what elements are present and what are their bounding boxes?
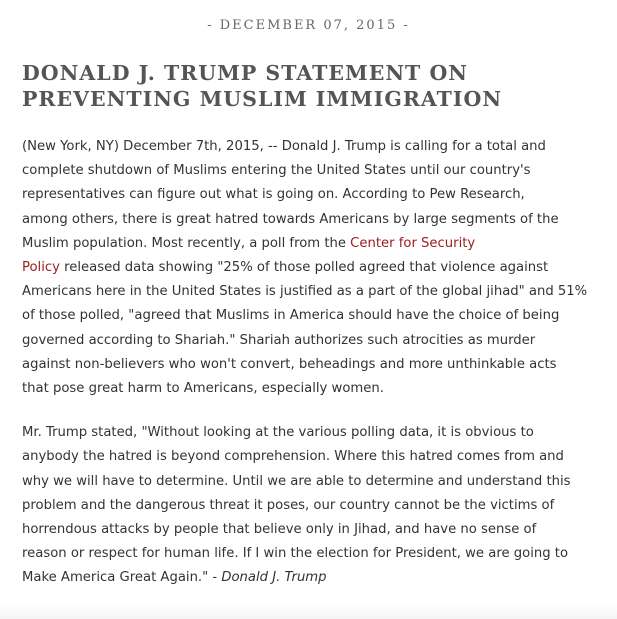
text-line: among others, there is great hatred towards Americans by large segments of the xyxy=(22,211,559,227)
bottom-fade xyxy=(0,605,617,619)
text-line: horrendous attacks by people that believe only in Jihad, and have no sense of xyxy=(22,522,537,538)
text-line: Mr. Trump stated, "Without looking at the various polling data, it is obvious to xyxy=(22,425,534,441)
title-line: DONALD J. TRUMP STATEMENT ON xyxy=(22,61,469,85)
text-line: Americans here in the United States is justified as a part of the global jihad" and 51% xyxy=(22,284,588,300)
text-line: anybody the hatred is beyond comprehension. Where this hatred comes from and xyxy=(22,449,564,465)
text-line: that pose great harm to Americans, especially women. xyxy=(22,381,384,397)
article-body xyxy=(22,135,607,591)
text-line: of those polled, "agreed that Muslims in America should have the choice of being xyxy=(22,308,560,324)
article-title xyxy=(22,60,582,112)
article-date: - DECEMBER 07, 2015 - xyxy=(207,18,410,33)
text-line xyxy=(22,256,607,280)
text-line: reason or respect for human life. If I win the election for President, we are going to xyxy=(22,546,569,562)
text-line: governed according to Shariah." Shariah authorizes such atrocities as murder xyxy=(22,332,536,348)
paragraph-2 xyxy=(22,421,607,590)
text-segment: Make America Great Again." - xyxy=(22,570,222,586)
text-line: against non-believers who won't convert, beheadings and more unthinkable acts xyxy=(22,356,557,372)
text-line: (New York, NY) December 7th, 2015, -- Donald J. Trump is calling for a total and xyxy=(22,139,546,154)
text-line: why we will have to determine. Until we are able to determine and understand this xyxy=(22,473,571,489)
center-for-security-policy-link[interactable]: Policy xyxy=(22,260,60,276)
text-line: problem and the dangerous threat it poses, our country cannot be the victims of xyxy=(22,497,555,513)
text-line xyxy=(22,232,607,256)
text-line: complete shutdown of Muslims entering the United States until our country's xyxy=(22,163,531,179)
text-line xyxy=(22,566,607,590)
text-segment: released data showing "25% of those polled agreed that violence against xyxy=(59,260,549,276)
signature: Donald J. Trump xyxy=(221,570,327,586)
paragraph-1 xyxy=(22,135,607,401)
title-line: PREVENTING MUSLIM IMMIGRATION xyxy=(22,87,503,111)
text-segment: Muslim population. Most recently, a poll from the xyxy=(22,235,351,251)
text-line: representatives can figure out what is going on. According to Pew Research, xyxy=(22,187,525,203)
center-for-security-policy-link[interactable]: Center for Security xyxy=(350,235,476,251)
